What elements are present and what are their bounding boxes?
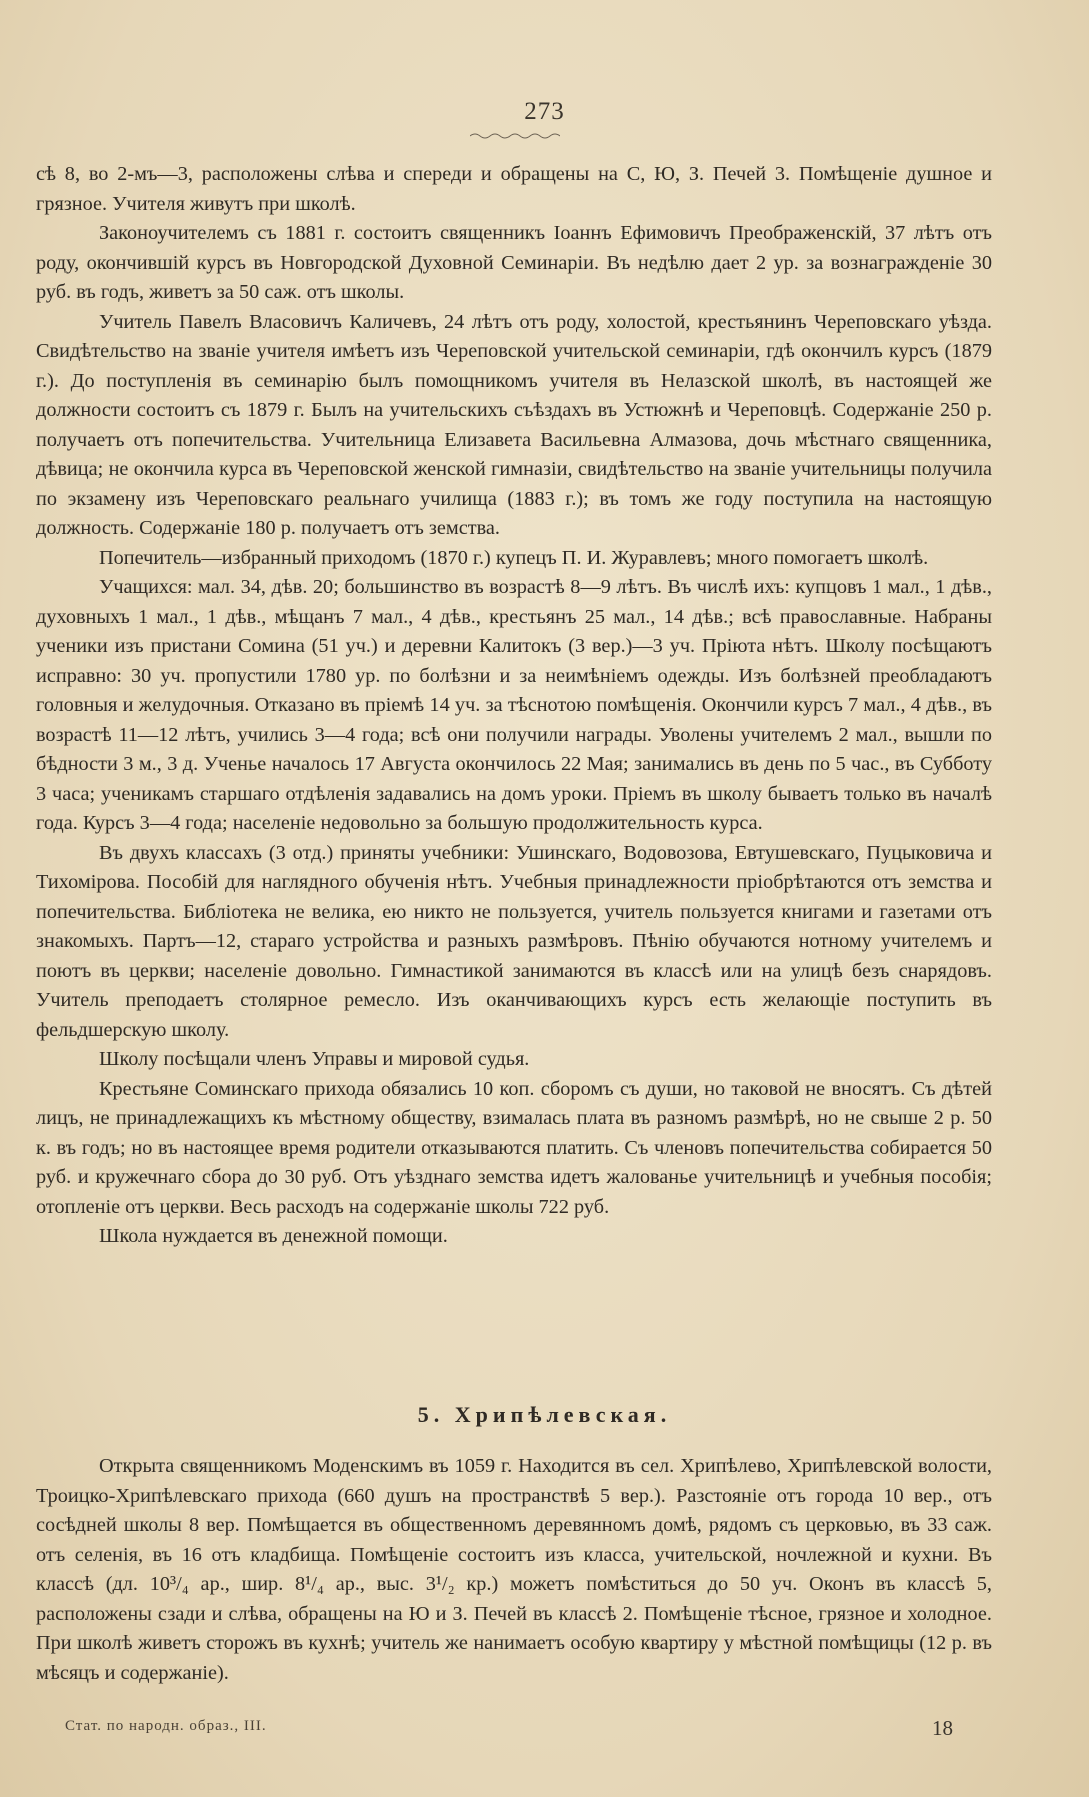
paragraph: Учитель Павелъ Власовичъ Каличевъ, 24 лѣтъ отъ роду, холостой, крестьянинъ Череповскаго уѣзда. Свидѣтельство на званіе учителя имѣетъ изъ Череповской учительской семинаріи, гдѣ окончилъ курсъ (1879 г.). До поступленія въ семинарію былъ помощникомъ учителя въ Нелазской школѣ, въ настоящей же должности состоитъ съ 1879 г. Былъ на учительскихъ съѣздахъ въ Устюжнѣ и Череповцѣ. Содержаніе 250 р. получаетъ отъ попечительства. Учительница Елизавета Васильевна Алмазова, дочь мѣстнаго священника, дѣвица; не окончила курса въ Череповской женской гимназіи, свидѣтельство на званіе учительницы получила по экзамену изъ Череповскаго реальнаго училища (1883 г.); въ томъ же году поступила на настоящую должность. Содержаніе 180 р. получаетъ отъ земства.: [36, 310, 992, 539]
section-heading: 5. Хрипѣлевская.: [417, 1402, 672, 1427]
section-text: [36, 1452, 992, 1688]
paragraph: Учащихся: мал. 34, дѣв. 20; большинство въ возрастѣ 8—9 лѣтъ. Въ числѣ ихъ: купцовъ 1 мал., 1 дѣв., духовныхъ 1 мал., 1 дѣв., мѣщанъ 7 мал., 4 дѣв., крестьянъ 25 мал., 14 дѣв.; всѣ православные. Набраны ученики изъ пристани Сомина (51 уч.) и деревни Калитокъ (3 вер.)—3 уч. Пріюта нѣтъ. Школу посѣщаютъ исправно: 30 уч. пропустили 1780 ур. по болѣзни и за неимѣніемъ одежды. Изъ болѣзней преобладаютъ головныя и желудочныя. Отказано въ пріемѣ 14 уч. за тѣснотою помѣщенія. Окончили курсъ 7 мал., 4 дѣв., въ возрастѣ 11—12 лѣтъ, учились 3—4 года; всѣ они получили награды. Уволены учителемъ 2 мал., вышли по бѣдности 3 м., 3 д. Ученье началось 17 Августа окончилось 22 Мая; занимались въ день по 5 час., въ Субботу 3 часа; ученикамъ старшаго отдѣленія задавались на домъ уроки. Пріемъ въ школу бываетъ только въ началѣ года. Курсъ 3—4 года; населеніе недовольно за большую продолжительность курса.: [36, 576, 992, 834]
paragraph: Въ двухъ классахъ (3 отд.) приняты учебники: Ушинскаго, Водовозова, Евтушевскаго, Пуцыковича и Тихомірова. Пособій для наглядного обученія нѣтъ. Учебныя принадлежности пріобрѣтаются отъ земства и попечительства. Библіотека не велика, ею никто не пользуется, учитель пользуется книгами и газетами отъ знакомыхъ. Партъ—12, стараго устройства и разныхъ размѣровъ. Пѣнію обучаются нотному учителемъ и поютъ въ церкви; населеніе довольно. Гимнастикой занимаются въ классѣ или на улицѣ безъ снарядовъ. Учитель преподаетъ столярное ремесло. Изъ оканчивающихъ курсъ есть желающіе поступить въ фельдшерскую школу.: [36, 841, 992, 1041]
paragraph: Законоучителемъ съ 1881 г. состоитъ священникъ Іоаннъ Ефимовичъ Преображенскій, 37 лѣтъ отъ роду, окончившій курсъ въ Новгородской Духовной Семинаріи. Въ недѣлю дает 2 ур. за вознагражденіе 30 руб. въ годъ, живетъ за 50 саж. отъ школы.: [36, 222, 992, 303]
signature-mark: 18: [932, 1716, 953, 1740]
paragraph: Попечитель—избранный приходомъ (1870 г.) купецъ П. И. Журавлевъ; много помогаетъ школѣ.: [99, 546, 929, 569]
page-number: 273: [524, 98, 565, 125]
main-text: [36, 160, 992, 1252]
paragraph: Крестьяне Соминскаго прихода обязались 10 коп. сборомъ съ души, но таковой не вносятъ. Съ дѣтей лицъ, не принадлежащихъ къ мѣстному обществу, взималась плата въ разномъ размѣрѣ, но не свыше 2 р. 50 к. въ годъ; но въ настоящее время родители отказываются платить. Съ членовъ попечительства собирается 50 руб. и кружечнаго сбора до 30 руб. Отъ уѣзднаго земства идетъ жалованье учительницѣ и учебныя пособія; отопленіе отъ церкви. Весь расходъ на содержаніе школы 722 руб.: [36, 1077, 992, 1218]
ornament-rule: [470, 132, 560, 140]
paragraph: сѣ 8, во 2-мъ—3, расположены слѣва и спереди и обращены на С, Ю, З. Печей 3. Помѣщеніе душное и грязное. Учителя живутъ при школѣ.: [36, 163, 992, 215]
paragraph: Школа нуждается въ денежной помощи.: [99, 1225, 448, 1247]
paragraph: Школу посѣщали членъ Управы и мировой судья.: [99, 1048, 530, 1070]
footer-source: Стат. по народн. образ., III.: [65, 1718, 267, 1734]
paragraph: Открыта священникомъ Моденскимъ въ 1059 г. Находится въ сел. Хрипѣлево, Хрипѣлевской волости, Троицко-Хрипѣлевскаго прихода (660 душъ на пространствѣ 5 вер.). Разстояніе отъ города 10 вер., отъ сосѣдней школы 8 вер. Помѣщается въ общественномъ деревянномъ домѣ, рядомъ съ церковью, въ 33 саж. отъ селенія, въ 16 отъ кладбища. Помѣщеніе состоитъ изъ класса, учительской, ночлежной и кухни. Въ классѣ (дл. 10³/₄ ар., шир. 8¹/₄ ар., выс. 3¹/₂ кр.) можетъ помѣститься до 50 уч. Оконъ въ классѣ 5, расположены сзади и слѣва, обращены на Ю и З. Печей въ классѣ 2. Помѣщеніе тѣсное, грязное и холодное. При школѣ живетъ сторожъ въ кухнѣ; учитель же нанимаетъ особую квартиру у мѣстной помѣщицы (12 р. въ мѣсяцъ и содержаніе).: [36, 1455, 992, 1684]
